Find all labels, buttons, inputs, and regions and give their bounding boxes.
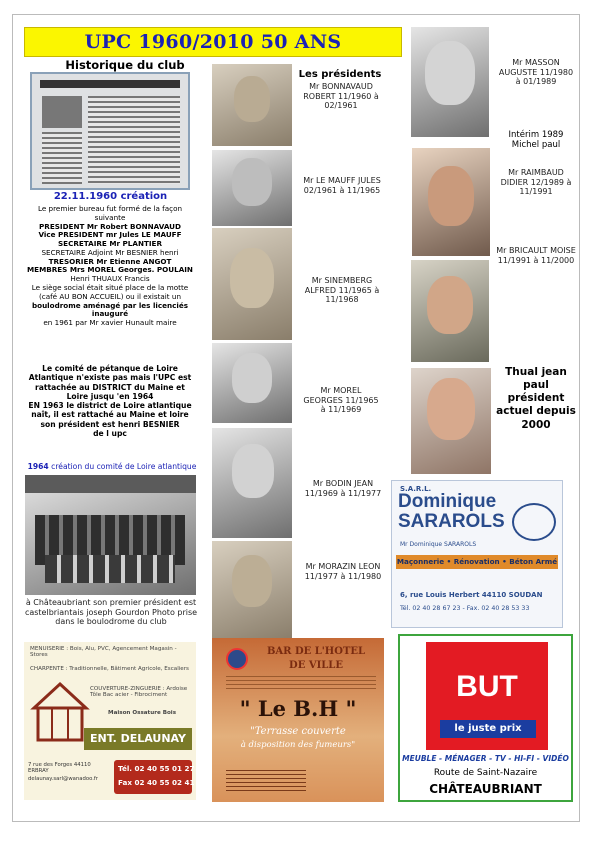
comite-line: de l upc: [93, 428, 127, 438]
portrait-bricault-image: [411, 260, 489, 362]
ad-lebh-top2: DE VILLE: [289, 660, 343, 671]
history-line: en 1961 par Mr xavier Hunault maire: [43, 318, 177, 328]
comite-1964-text: création du comité de Loire atlantique: [51, 462, 197, 471]
ad-sararols-address: 6, rue Louis Herbert 44110 SOUDAN: [400, 591, 543, 599]
ad-lebh-slogan1: "Terrasse couverte: [250, 726, 346, 737]
ad-delaunay-fax: Fax 02 40 55 02 41: [118, 778, 195, 787]
first-committee-text: [24, 205, 196, 328]
ad-delaunay-email: delaunay.sarl@wanadoo.fr: [28, 776, 98, 782]
ad-but-products: MEUBLE - MÉNAGER - TV - HI-FI - VIDÉO: [402, 754, 569, 763]
portrait-lemauff-image: [212, 150, 292, 226]
history-line: Vice PRESIDENT mr Jules LE MAUFF: [38, 230, 182, 240]
ad-lebh-top1: BAR DE L'HOTEL: [266, 646, 366, 657]
president-label: Mr MORAZIN LEON 11/1977 à 11/1980: [304, 562, 382, 581]
portrait-sinemberg-image: [212, 228, 292, 340]
comite-line: Atlantique n'existe pas mais l'UPC est: [28, 373, 192, 383]
president-label: Mr LE MAUFF JULES 02/1961 à 11/1965: [303, 176, 381, 195]
portrait-thual-image: [411, 368, 491, 474]
ad-sararols-name1: Dominique: [398, 491, 497, 512]
current-president-label: Thual jean paul président actuel depuis 2000: [496, 366, 576, 431]
group-photo-caption: à Châteaubriant son premier président est castelbriantais joseph Gourdon Photo prise dans le boulodrome du club: [24, 598, 198, 627]
portrait-bodin-image: [212, 428, 292, 538]
comite-line: EN 1963 le district de Loire atlantique: [28, 401, 192, 410]
history-line: Le premier bureau fut formé de la façon: [37, 204, 183, 213]
history-line: Le siège social était situé place de la motte: [31, 283, 189, 293]
history-line: Henri THUAUX Francis: [70, 274, 150, 284]
history-line: SECRETAIRE Mr PLANTIER: [58, 239, 162, 249]
history-line: MEMBRES Mrs MOREL Georges. POULAIN: [27, 265, 193, 275]
history-line: PRESIDENT Mr Robert BONNAVAUD: [39, 221, 181, 231]
comite-line: rattachée au DISTRICT du Maine et: [35, 382, 185, 392]
president-label: Mr BRICAULT MOISE 11/1991 à 11/2000: [496, 246, 576, 265]
ad-but-tagline: le juste prix: [440, 720, 536, 738]
history-line: TRESORIER Mr Etienne ANGOT: [48, 256, 172, 266]
ad-lebh: [212, 638, 384, 802]
page-title: UPC 1960/2010 50 ANS: [84, 31, 342, 53]
ad-delaunay: [24, 642, 196, 800]
ad-but-city: CHÂTEAUBRIANT: [429, 782, 542, 796]
history-line: suivante: [94, 212, 126, 222]
portrait-masson-image: [411, 27, 489, 137]
comite-text: [22, 364, 198, 438]
comite-1964-line: [22, 462, 202, 471]
portrait-morel-image: [212, 343, 292, 423]
ad-sararols-name2: SARAROLS: [398, 511, 505, 532]
ad-lebh-name: " Le B.H ": [239, 696, 357, 721]
ad-but-road: Route de Saint-Nazaire: [433, 768, 538, 778]
ad-sararols-services: Maçonnerie • Rénovation • Béton Armé: [396, 555, 558, 569]
president-label: Mr SINEMBERG ALFRED 11/1965 à 11/1968: [304, 276, 380, 305]
comite-line: Le comité de pétanque de Loire: [42, 364, 178, 373]
ad-delaunay-maison: Maison Ossature Bois: [108, 710, 177, 716]
ad-sararols-sarl: S.A.R.L.: [400, 485, 432, 493]
history-heading: Historique du club: [65, 58, 185, 72]
history-line: (café AU BON ACCUEIL) ou il existait un: [38, 291, 182, 301]
portrait-morazin-image: [212, 541, 292, 639]
title-banner: [24, 27, 402, 57]
ad-but: [398, 634, 573, 802]
comite-line: Loire jusqu 'en 1964: [66, 391, 154, 401]
portrait-bonnavaud-image: [212, 64, 292, 146]
president-label: Mr BONNAVAUD ROBERT 11/1960 à 02/1961: [303, 82, 379, 111]
presidents-heading: Les présidents: [298, 69, 382, 80]
newspaper-clipping-image: [30, 72, 190, 190]
cement-mixer-icon: [512, 503, 556, 541]
ad-delaunay-menuiserie: MENUISERIE : Bois, Alu, PVC, Agencement Magasin - Stores: [30, 646, 177, 658]
president-label: Mr MOREL GEORGES 11/1965 à 11/1969: [303, 386, 379, 415]
creation-date: 22.11.1960 création: [53, 191, 168, 202]
ad-delaunay-address: 7 rue des Forges 44110 ERBRAY: [28, 762, 91, 774]
house-frame-icon: [30, 680, 90, 744]
group-photo-image: [25, 475, 196, 595]
president-label: Mr BODIN JEAN 11/1969 à 11/1977: [304, 479, 382, 498]
president-label: Mr MASSON AUGUSTE 11/1980 à 01/1989: [498, 58, 574, 87]
ad-lebh-slogan2: à disposition des fumeurs": [240, 740, 356, 750]
ad-delaunay-tel: Tél. 02 40 55 01 27: [118, 764, 195, 773]
ad-delaunay-charpente: CHARPENTE : Traditionnelle, Bâtiment Agricole, Escaliers: [30, 666, 189, 672]
comite-line: son président est henri BESNIER: [40, 419, 180, 429]
ad-sararols-phone: Tél. 02 40 28 67 23 - Fax. 02 40 28 53 33: [400, 605, 530, 612]
ad-sararols: [391, 480, 563, 628]
president-label: Intérim 1989 Michel paul: [508, 130, 564, 151]
history-line: SECRETAIRE Adjoint Mr BESNIER henri: [41, 247, 179, 257]
comite-line: naît, il est rattaché au Maine et loire: [31, 410, 189, 420]
comite-1964-year: 1964: [27, 462, 49, 471]
history-line: boulodrome aménagé par les licenciés inauguré: [31, 300, 189, 319]
ad-delaunay-couverture: COUVERTURE-ZINGUERIE : Ardoise Tôle Bac acier - Fibrociment: [90, 686, 188, 698]
president-label: Mr RAIMBAUD DIDIER 12/1989 à 11/1991: [500, 168, 572, 197]
ad-but-logo: BUT: [456, 670, 518, 703]
portrait-raimbaud-image: [412, 148, 490, 256]
ad-sararols-person: Mr Dominique SARAROLS: [400, 541, 477, 548]
bar-logo-icon: [226, 648, 248, 670]
ad-delaunay-brand: ENT. DELAUNAY: [84, 728, 192, 750]
